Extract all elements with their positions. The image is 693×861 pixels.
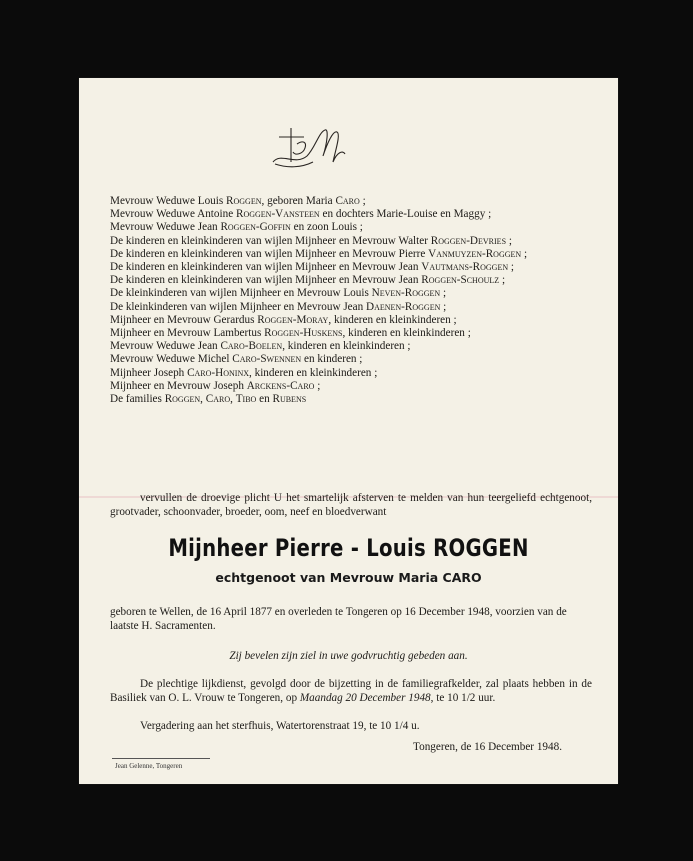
service-prefix: De plechtige lijkdienst, gevolgd door de bijzetting in de familiegrafkelder, zal plaats hebben in de Basiliek van O. L. Vrouw te Tongeren, op [110, 678, 592, 704]
family-line [110, 353, 592, 366]
family-text: , [200, 393, 206, 406]
family-text: ; [506, 234, 512, 247]
family-line [110, 208, 592, 221]
family-line [110, 380, 592, 393]
family-surname: Roggen-Moray [257, 313, 329, 326]
family-text: ; [314, 379, 321, 392]
birth-death-text: geboren te Wellen, de 16 April 1877 en overleden te Tongeren op 16 December 1948, voorzien van de laatste H. Sacramenten. [110, 606, 567, 632]
family-text: Mevrouw Weduwe Louis [110, 195, 227, 207]
family-surname: Roggen-Schoulz [421, 274, 500, 287]
cross-monogram-icon [267, 122, 347, 172]
death-notice-card [79, 78, 618, 784]
family-text: Mevrouw Weduwe Jean [110, 340, 221, 353]
family-text: De kinderen en kleinkinderen van wijlen Mijnheer en Mevrouw Jean [110, 261, 422, 274]
family-text: ; [359, 195, 366, 207]
family-surname: Roggen [164, 393, 201, 406]
family-line [110, 367, 592, 380]
spouse-line: echtgenoot van Mevrouw Maria CARO [215, 570, 482, 585]
family-text: De families [110, 393, 165, 406]
family-surname: Rubens [272, 393, 307, 406]
meeting-text: Vergadering aan het sterfhuis, Watertorenstraat 19, te 10 1/4 u. [140, 720, 420, 732]
family-line [110, 301, 592, 314]
family-text: , kinderen en kleinkinderen ; [342, 327, 471, 340]
family-text: , kinderen en kleinkinderen ; [249, 366, 378, 379]
family-surname: Roggen-Huskens [264, 327, 343, 340]
family-line [110, 314, 592, 327]
family-text: , kinderen en kleinkinderen ; [328, 313, 457, 326]
family-line [110, 261, 592, 274]
prayer-line: Zij bevelen zijn ziel in uwe godvruchtig gebeden aan. [229, 650, 468, 662]
family-text: Mevrouw Weduwe Michel [110, 353, 233, 366]
family-surname: Caro-Honinx [187, 366, 249, 379]
family-line [110, 235, 592, 248]
family-surname: Roggen-Vansteen [235, 208, 320, 221]
family-text: Mijnheer Joseph [110, 366, 188, 379]
family-line [110, 195, 592, 208]
family-text: ; [499, 274, 506, 287]
family-surname: Tibo [235, 393, 257, 406]
family-text: en [256, 393, 273, 406]
family-text: , kinderen en kleinkinderen ; [282, 340, 411, 353]
family-line [110, 393, 592, 406]
family-surname: Caro [335, 195, 360, 207]
family-surname: Roggen-Devries [430, 234, 507, 247]
family-line [110, 327, 592, 340]
announcement-text: vervullen de droevige plicht U het smartelijk afsterven te melden van hun teergeliefd echtgenoot, grootvader, schoonvader, broeder, oom, neef en bloedverwant [110, 492, 592, 518]
family-surname: Roggen-Goffin [220, 221, 291, 234]
family-surname: Daenen-Roggen [366, 300, 441, 313]
family-surname: Caro [205, 393, 231, 406]
family-text: ; [440, 300, 447, 313]
family-text: , geboren Maria [261, 195, 336, 207]
family-text: De kleinkinderen van wijlen Mijnheer en Mevrouw Louis [110, 287, 372, 300]
family-text: en kinderen ; [301, 353, 363, 366]
printer-divider [112, 758, 210, 759]
deceased-name: Mijnheer Pierre - Louis ROGGEN [168, 534, 529, 562]
family-line [110, 287, 592, 300]
family-text: De kinderen en kleinkinderen van wijlen Mijnheer en Mevrouw Walter [110, 234, 431, 247]
service-date: Maandag 20 December 1948 [299, 692, 431, 704]
family-text: Mijnheer en Mevrouw Lambertus [110, 327, 265, 340]
family-text: en dochters Marie-Louise en Maggy ; [319, 208, 492, 221]
family-line [110, 274, 592, 287]
family-text: Mevrouw Weduwe Antoine [110, 208, 236, 221]
family-surname: Caro-Swennen [232, 353, 302, 366]
place-date: Tongeren, de 16 December 1948. [413, 741, 562, 753]
family-text: De kinderen en kleinkinderen van wijlen Mijnheer en Mevrouw Jean [110, 274, 422, 287]
family-text: , [230, 393, 236, 406]
service-suffix: , te 10 1/2 uur. [430, 692, 496, 704]
funeral-service-text [110, 677, 592, 705]
family-text: Mijnheer en Mevrouw Joseph [110, 379, 247, 392]
family-text: ; [508, 261, 515, 274]
printer-credit: Jean Gelenne, Tongeren [115, 762, 183, 770]
family-surname: Vautmans-Roggen [421, 261, 509, 274]
family-line [110, 248, 592, 261]
family-list [110, 195, 592, 406]
family-text: De kleinkinderen van wijlen Mijnheer en Mevrouw Jean [110, 300, 366, 313]
family-text: ; [440, 287, 447, 300]
family-surname: Caro-Boelen [220, 340, 283, 353]
family-surname: Roggen [226, 195, 262, 207]
family-text: ; [521, 247, 528, 260]
family-text: Mijnheer en Mevrouw Gerardus [110, 313, 258, 326]
family-text: en zoon Louis ; [290, 221, 363, 234]
family-text: Mevrouw Weduwe Jean [110, 221, 221, 234]
family-surname: Vanmuyzen-Roggen [428, 247, 522, 260]
family-surname: Arckens-Caro [246, 379, 315, 392]
family-text: De kinderen en kleinkinderen van wijlen Mijnheer en Mevrouw Pierre [110, 247, 429, 260]
family-surname: Neven-Roggen [371, 287, 441, 300]
family-line [110, 340, 592, 353]
family-line [110, 221, 592, 234]
